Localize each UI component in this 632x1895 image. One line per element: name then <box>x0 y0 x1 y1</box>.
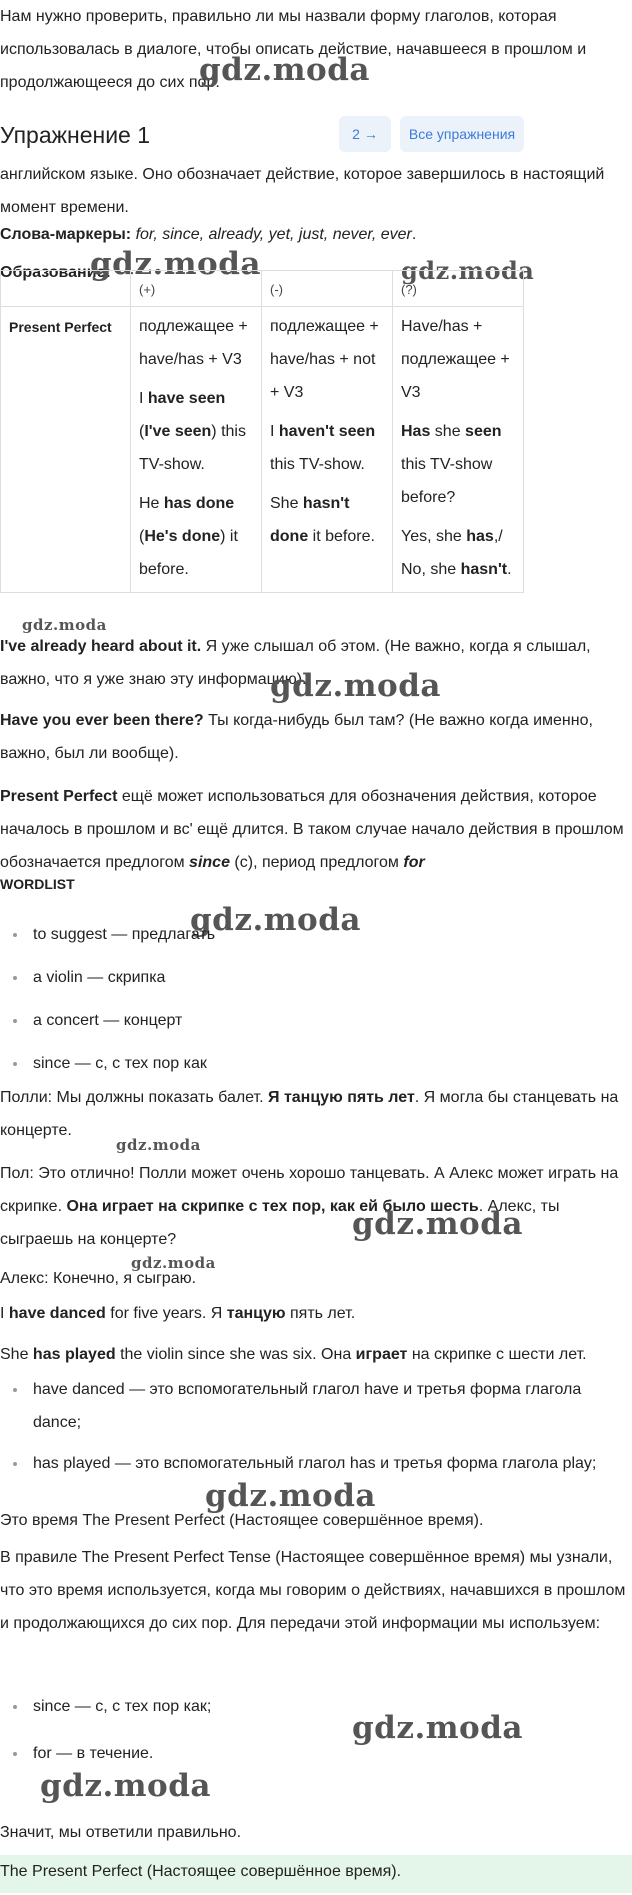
watermark: gdz.moda <box>190 902 361 938</box>
table-row <box>1 307 524 593</box>
formula-plus: подлежащее + have/has + V3 <box>139 318 248 368</box>
since-for-list <box>0 1690 626 1770</box>
answer-highlight <box>0 1855 632 1893</box>
watermark: gdz.moda <box>199 52 370 88</box>
watermark: gdz.moda <box>40 1768 211 1804</box>
exercise-title: Упражнение 1 <box>0 122 151 148</box>
watermark: gdz.moda <box>131 1254 216 1272</box>
example-minus-1: I haven't seen this TV-show. <box>270 423 376 473</box>
conclusion: Значит, мы ответили правильно. <box>0 1824 242 1841</box>
formula-question: Have/has + подлежащее + V3 <box>401 318 510 401</box>
table-cell-plus <box>131 307 262 593</box>
sentence-1: I have danced for five years. Я танцую пять лет. <box>0 1305 356 1322</box>
definition-paragraph: английском языке. Оно обозначает действие, которое завершилось в настоящий момент времени. <box>0 166 605 216</box>
table-header-row <box>1 271 524 307</box>
example-question-2: Yes, she has,/ No, she hasn't. <box>401 528 512 578</box>
watermark: gdz.moda <box>22 616 107 634</box>
present-perfect-note: Present Perfect ещё может использоваться для обозначения действия, которое началось в прошлом и вс' ещё длится. В таком случае начало действия в прошлом обозначается предлогом since (с), период предлогом for <box>0 788 624 871</box>
formula-minus: подлежащее + have/has + not + V3 <box>270 318 379 401</box>
wordlist-title: WORDLIST <box>0 873 626 895</box>
table-row-label: Present Perfect <box>1 307 131 593</box>
watermark: gdz.moda <box>90 246 261 282</box>
list-item: a concert — концерт <box>0 1004 626 1037</box>
rule-paragraph: В правиле The Present Perfect Tense (Настоящее совершённое время) мы узнали, что это время используется, когда мы говорим о действиях, начавшихся в прошлом и продолжающихся до сих пор. Для передачи этой информации мы используем: <box>0 1549 626 1632</box>
next-exercise-button[interactable]: 2 → <box>339 116 391 152</box>
all-exercises-button[interactable]: Все упражнения <box>400 116 524 152</box>
example-1: I've already heard about it. Я уже слышал об этом. (Не важно, когда я слышал, важно, что я уже знаю эту информацию). <box>0 638 591 688</box>
example-2: Have you ever been there? Ты когда-нибудь был там? (Не важно когда именно, важно, был ли вообще). <box>0 712 593 762</box>
watermark: gdz.moda <box>401 256 535 285</box>
exercise-header <box>0 112 632 158</box>
dialog-paul: Пол: Это отлично! Полли может очень хорошо танцевать. А Алекс может играть на скрипке. Она играет на скрипке с тех пор, как ей было шесть. Алекс, ты сыграешь на концерте? <box>0 1165 619 1248</box>
list-item: to suggest — предлагать <box>0 918 626 951</box>
answer-text: The Present Perfect (Настоящее совершённое время). <box>0 1863 402 1880</box>
list-item: since — с, с тех пор как; <box>0 1690 626 1723</box>
list-item: since — с, с тех пор как <box>0 1047 626 1080</box>
table-header-question: (?) <box>393 271 524 307</box>
example-plus-2: He has done (He's done) it before. <box>139 495 238 578</box>
example-minus-2: She hasn't done it before. <box>270 495 375 545</box>
watermark: gdz.moda <box>352 1206 523 1242</box>
markers-list: for, since, already, yet, just, never, ever <box>135 226 412 243</box>
explain-list <box>0 1373 626 1480</box>
watermark: gdz.moda <box>270 668 441 704</box>
markers-line: Слова-маркеры: for, since, already, yet, just, never, ever. <box>0 226 417 243</box>
list-item: has played — это вспомогательный глагол has и третья форма глагола play; <box>0 1447 626 1480</box>
table-cell-minus <box>262 307 393 593</box>
markers-label: Слова-маркеры: <box>0 226 132 243</box>
watermark: gdz.moda <box>205 1478 376 1514</box>
dialog-alex: Алекс: Конечно, я сыграю. <box>0 1270 197 1287</box>
table-header-plus: (+) <box>131 271 262 307</box>
tense-line: Это время The Present Perfect (Настоящее совершённое время). <box>0 1512 484 1529</box>
sentence-2: She has played the violin since she was six. Она играет на скрипке с шести лет. <box>0 1346 587 1363</box>
wordlist <box>0 918 626 1080</box>
table-header-minus: (-) <box>262 271 393 307</box>
list-item: have danced — это вспомогательный глагол have и третья форма глагола dance; <box>0 1373 626 1439</box>
example-question-1: Has she seen this TV-show before? <box>401 423 502 506</box>
table-cell <box>1 271 131 307</box>
table-cell-question <box>393 307 524 593</box>
watermark: gdz.moda <box>352 1710 523 1746</box>
watermark: gdz.moda <box>116 1136 201 1154</box>
formation-label: Образование: <box>0 264 111 281</box>
dialog-polly: Полли: Мы должны показать балет. Я танцую пять лет. Я могла бы станцевать на концерте. <box>0 1089 619 1139</box>
list-item: a violin — скрипка <box>0 961 626 994</box>
list-item: for — в течение. <box>0 1737 626 1770</box>
intro-paragraph: Нам нужно проверить, правильно ли мы назвали форму глаголов, которая использовалась в диалоге, чтобы описать действие, начавшееся в прошлом и продолжающееся до сих пор. <box>0 8 587 91</box>
formation-table <box>0 270 524 593</box>
example-plus-1: I have seen (I've seen) this TV-show. <box>139 390 246 473</box>
